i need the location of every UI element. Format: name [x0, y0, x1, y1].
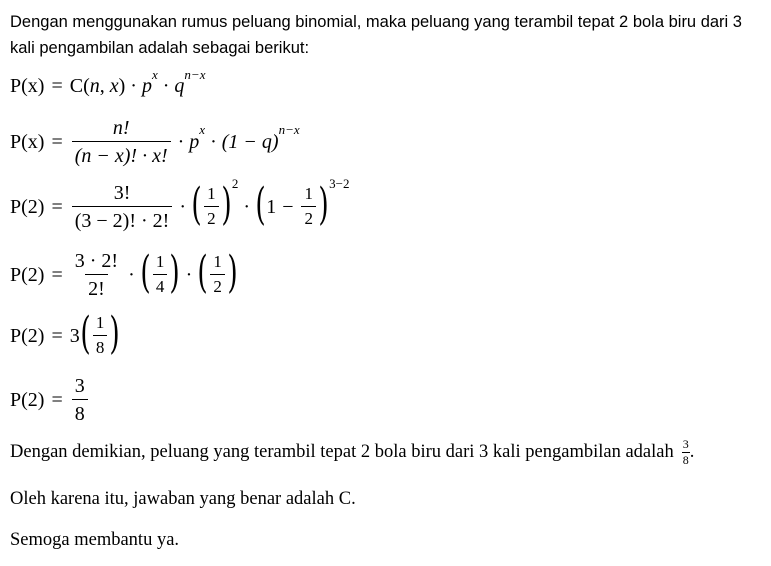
eq6-lhs: P(2): [10, 388, 45, 411]
eq2-p: p: [189, 130, 200, 153]
equation-simplify-2: P(2) = 3 ( $\frac{1}{8}$ ): [10, 308, 121, 359]
eq3-half-exp: 2: [231, 176, 239, 191]
answer-paragraph: Oleh karena itu, jawaban yang benar adalah C.: [10, 489, 356, 509]
intro-paragraph: Dengan menggunakan rumus peluang binomial, maka peluang yang terambil tepat 2 bola biru dari 3 kali pengambilan adalah sebagai berikut:: [10, 13, 742, 57]
eq2-num: n!: [112, 117, 130, 139]
eq3-fraction: [72, 182, 173, 232]
equation-binomial-formula: P(x) = C( n , x ) · p $^x$ · q $^{n-x}$: [10, 66, 206, 97]
eq1-lhs: P(x): [10, 75, 45, 97]
equation-result: P(2) = $\frac{3}{8}$: [10, 375, 90, 425]
eq4-num: 3 · 2!: [74, 250, 119, 272]
eq6-fraction: [72, 375, 88, 425]
closing-paragraph: Semoga membantu ya.: [10, 530, 180, 550]
eq3-den: (3 − 2)! · 2!: [72, 206, 173, 232]
eq6-den: 8: [72, 399, 88, 425]
eq1-n: n: [89, 75, 100, 97]
eq1-x: x: [109, 75, 119, 97]
eq1-q: q: [174, 75, 185, 97]
eq2-den: (n − x)! · x!: [72, 141, 171, 167]
eq3-exp: 3−2: [329, 176, 350, 191]
eq4-fraction: [72, 250, 121, 300]
eq2-fraction: [72, 117, 171, 167]
eq5-lhs: P(2): [10, 324, 45, 347]
eq2-tail: (1 − q): [221, 130, 279, 153]
eq3-lhs: P(2): [10, 195, 45, 218]
conclusion-text: Dengan demikian, peluang yang terambil tepat 2 bola biru dari 3 kali pengambilan adalah: [10, 441, 674, 462]
eq4-quarter: $\frac{1}{4}$: [153, 253, 168, 296]
eq3-one: 1: [266, 195, 277, 218]
conclusion-period: .: [689, 441, 695, 462]
eq1-p: p: [141, 75, 152, 97]
eq1-c: C(: [69, 75, 90, 97]
eq3-half: $\frac{1}{2}$: [204, 185, 219, 228]
equation-expanded-formula: P(x) = $\frac{n!}{(n - x)! \cdot x!}$ · p $^x$ · (1 − q) $^{n-x}$: [10, 117, 300, 167]
eq4-half: $\frac{1}{2}$: [210, 253, 225, 296]
eq6-num: 3: [74, 375, 85, 397]
eq2-lhs: P(x): [10, 130, 45, 153]
eq5-coef: 3: [69, 324, 80, 347]
conclusion-fraction: $\frac{3}{8}$: [682, 437, 689, 467]
equation-substitution: P(2) = $\frac{3!}{(3 - 2)! \cdot 2!}$ · ( $\frac{1}{2}$ ) $^2$ · ( 1 − $\frac{1}{2}$ ) $^{3-2}$: [10, 176, 350, 232]
eq4-den: 2!: [85, 274, 108, 300]
eq5-eighth: $\frac{1}{8}$: [93, 314, 108, 357]
eq3-num: 3!: [113, 182, 131, 204]
equation-simplify-1: P(2) = $\frac{3 \cdot 2!}{2!}$ · ( $\frac{1}{4}$ ) · ( $\frac{1}{2}$ ): [10, 247, 238, 300]
conclusion-paragraph: [10, 438, 694, 466]
eq3-half-2: $\frac{1}{2}$: [301, 185, 316, 228]
eq4-lhs: P(2): [10, 263, 45, 286]
